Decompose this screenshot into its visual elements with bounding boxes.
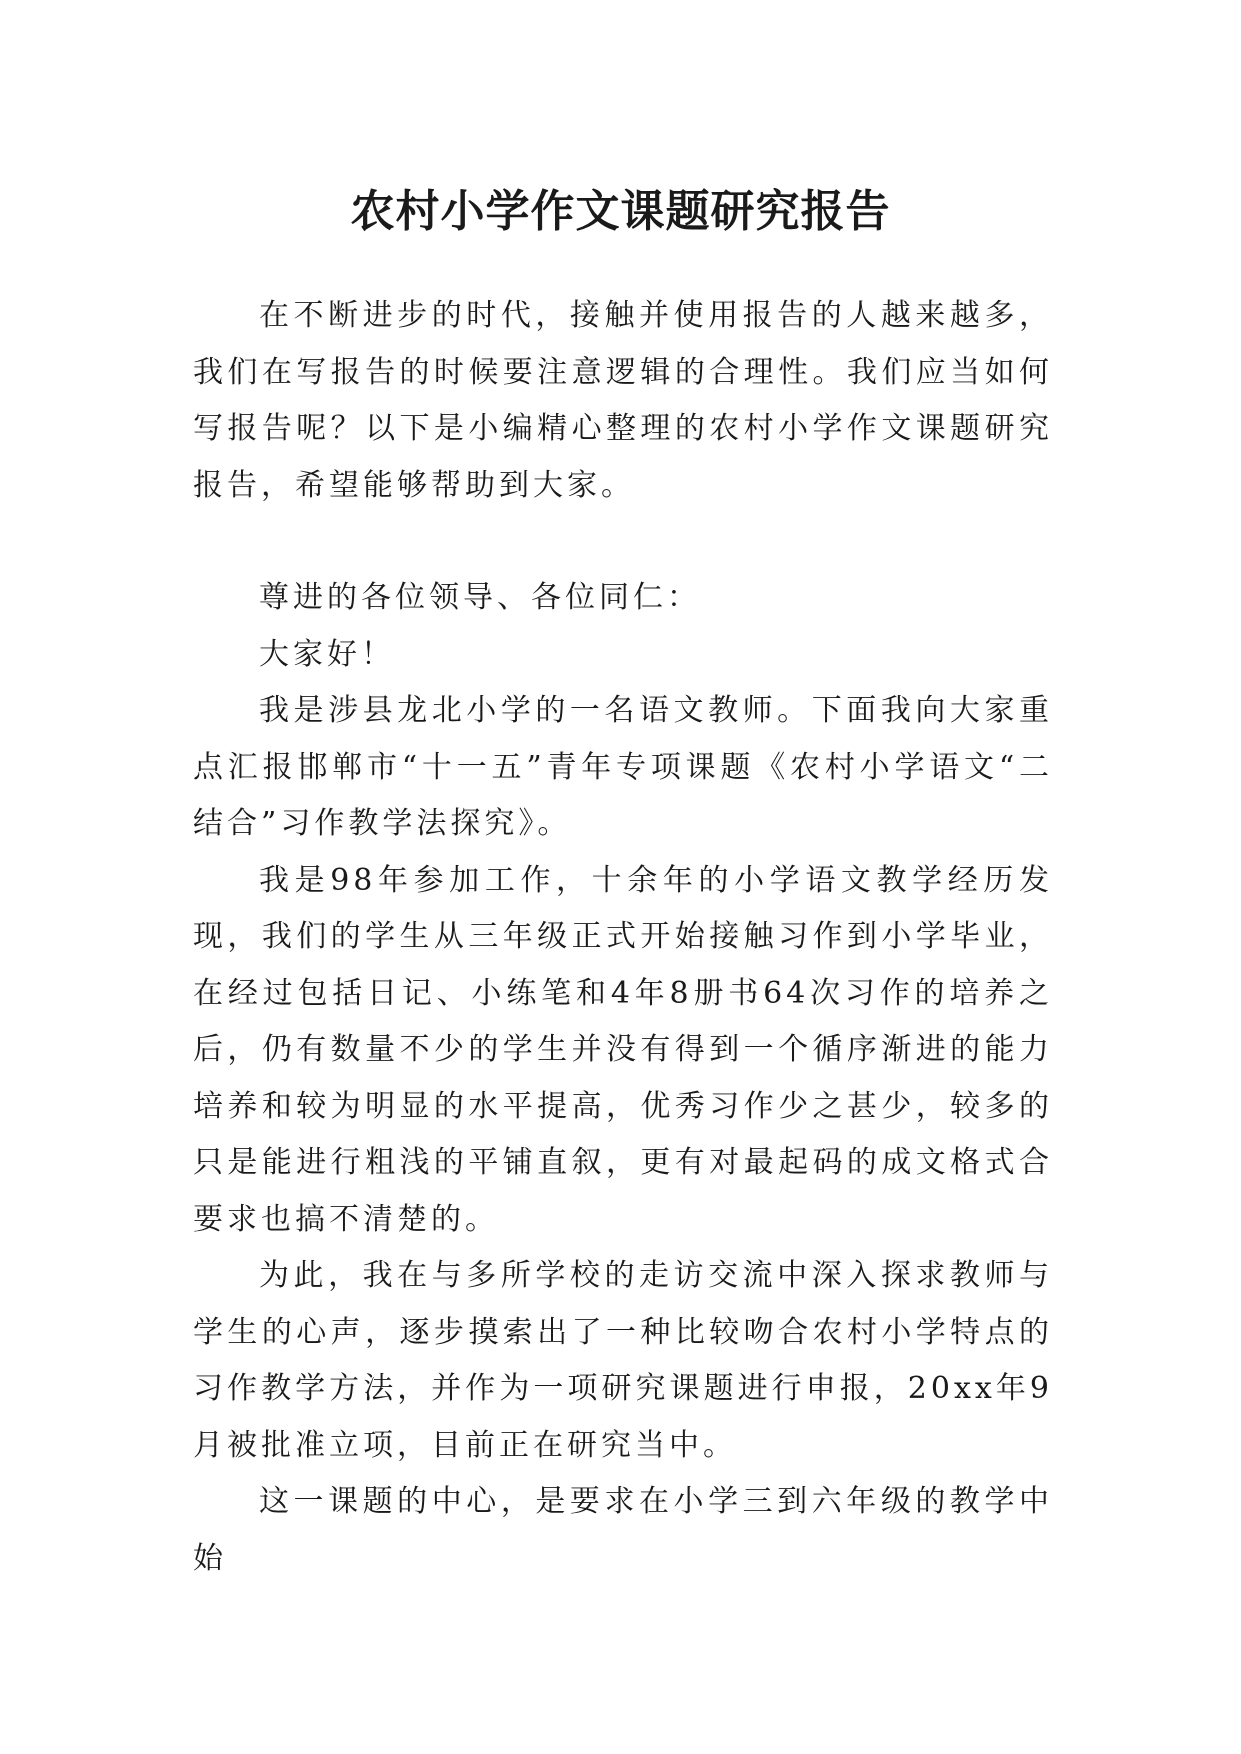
intro-paragraph: 在不断进步的时代，接触并使用报告的人越来越多，我们在写报告的时候要注意逻辑的合理性。我们应当如何写报告呢？以下是小编精心整理的农村小学作文课题研究报告，希望能够帮助到大家。: [193, 298, 1053, 503]
body-paragraph: 我是涉县龙北小学的一名语文教师。下面我向大家重点汇报邯郸市“十一五”青年专项课题《农村小学语文“二结合”习作教学法探究》。: [193, 693, 1053, 841]
document-body: [193, 288, 1053, 1587]
paragraph-gap: [193, 514, 1053, 570]
body-paragraph: 我是98年参加工作，十余年的小学语文教学经历发现，我们的学生从三年级正式开始接触习作到小学毕业，在经过包括日记、小练笔和4年8册书64次习作的培养之后，仍有数量不少的学生并没有得到一个循序渐进的能力培养和较为明显的水平提高，优秀习作少之甚少，较多的只是能进行粗浅的平铺直叙，更有对最起码的成文格式合要求也搞不清楚的。: [193, 862, 1053, 1237]
body-paragraph: 这一课题的中心，是要求在小学三到六年级的教学中始: [193, 1484, 1053, 1576]
greeting-paragraph: 大家好！: [259, 636, 395, 672]
salutation-paragraph: 尊进的各位领导、各位同仁：: [259, 580, 701, 615]
document-title: 农村小学作文课题研究报告: [350, 186, 891, 238]
body-paragraph: 为此，我在与多所学校的走访交流中深入探求教师与学生的心声，逐步摸索出了一种比较吻合农村小学特点的习作教学方法，并作为一项研究课题进行申报，20xx年9月被批准立项，目前正在研究当中。: [193, 1258, 1053, 1463]
